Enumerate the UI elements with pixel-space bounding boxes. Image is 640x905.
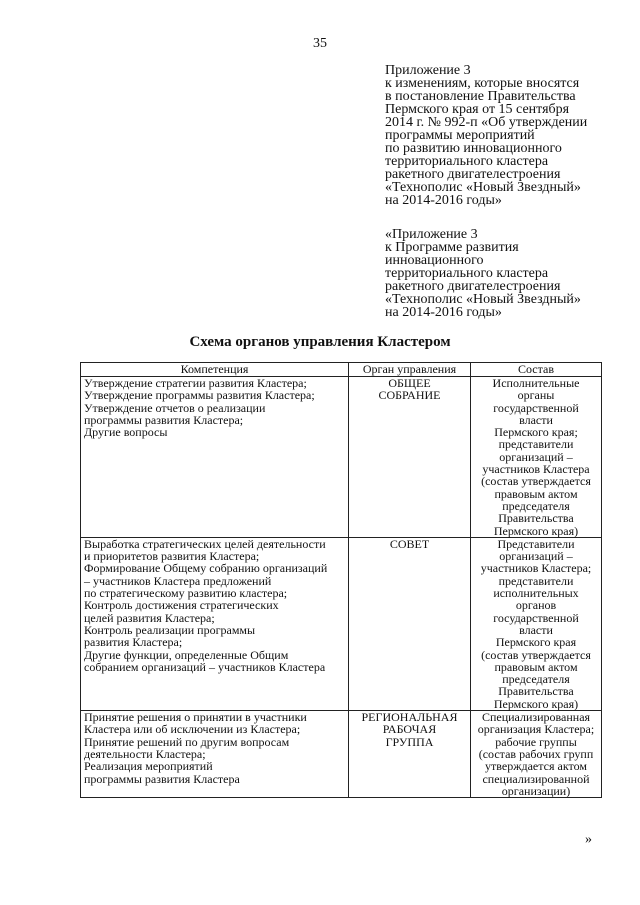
competence-line: деятельности Кластера; xyxy=(84,746,206,761)
competence-line: Контроль реализации программы xyxy=(84,622,256,637)
composition-line: участников Кластера; xyxy=(480,561,592,576)
governing-body-line: ОБЩЕЕ xyxy=(388,376,431,390)
composition-line: органы xyxy=(517,388,555,403)
governing-body-cell xyxy=(349,537,471,710)
composition-line: (состав утверждается xyxy=(481,474,591,489)
appendix-line: на 2014-2016 годы» xyxy=(385,193,502,208)
composition-line: Пермского края) xyxy=(493,523,579,538)
composition-line: специализированной xyxy=(482,771,590,786)
appendix-line: Пермского края от 15 сентября xyxy=(385,102,570,117)
composition-line: Представители xyxy=(497,536,575,551)
composition-line: Пермского края xyxy=(495,635,577,650)
closing-quote: » xyxy=(585,832,592,847)
competence-line: Утверждение программы развития Кластера; xyxy=(84,388,315,403)
appendix-line: в постановление Правительства xyxy=(385,89,576,104)
scheme-title: Схема органов управления Кластером xyxy=(189,334,451,350)
composition-line: власти xyxy=(519,412,553,427)
competence-line: Кластера или об исключении из Кластера; xyxy=(84,722,301,737)
competence-line: Контроль достижения стратегических xyxy=(84,598,279,613)
governing-body-cell xyxy=(349,711,471,798)
competence-line: по стратегическому развитию кластера; xyxy=(84,586,288,601)
competence-line: и приоритетов развития Кластера; xyxy=(84,549,260,564)
appendix-line: ракетного двигателестроения xyxy=(385,279,561,294)
competence-line: Формирование Общему собранию организаций xyxy=(84,561,328,576)
composition-line: представители xyxy=(498,437,574,452)
competence-cell xyxy=(81,711,349,798)
competence-line: программы развития Кластера xyxy=(84,771,240,786)
competence-line: Реализация мероприятий xyxy=(84,759,213,774)
competence-line: – участников Кластера предложений xyxy=(84,573,272,588)
composition-line: организаций – xyxy=(499,549,573,564)
composition-cell xyxy=(471,537,602,710)
composition-line: органов xyxy=(515,598,557,613)
competence-line: Другие вопросы xyxy=(84,425,168,440)
header-composition: Состав xyxy=(471,363,602,377)
governing-body-line: СОБРАНИЕ xyxy=(378,388,441,403)
competence-line: Принятие решения о принятии в участники xyxy=(84,710,307,725)
governing-body-line: СОВЕТ xyxy=(389,536,430,551)
page-number: 35 xyxy=(313,36,327,51)
appendix-heading-top xyxy=(385,64,615,207)
composition-line: правовым актом xyxy=(494,486,578,501)
composition-line: исполнительных xyxy=(493,586,579,601)
appendix-line: «Технополис «Новый Звездный» xyxy=(385,180,581,195)
governing-body-line: РАБОЧАЯ xyxy=(382,722,437,737)
appendix-line: программы мероприятий xyxy=(385,128,535,143)
competence-line: Утверждение отчетов о реализации xyxy=(84,400,266,415)
governing-body-line: ГРУППА xyxy=(385,734,434,749)
composition-line: Правительства xyxy=(498,511,574,526)
composition-line: Правительства xyxy=(498,684,574,699)
composition-cell xyxy=(471,377,602,538)
header-governing-body: Орган управления xyxy=(349,363,471,377)
composition-line: утверждается актом xyxy=(485,759,587,774)
composition-line: организация Кластера; xyxy=(477,722,595,737)
appendix-line: на 2014-2016 годы» xyxy=(385,305,502,320)
composition-line: организаций – xyxy=(499,449,573,464)
composition-line: Исполнительные xyxy=(492,376,580,390)
table-row xyxy=(81,377,602,538)
competence-line: Утверждение стратегии развития Кластера; xyxy=(84,376,307,390)
composition-line: Пермского края; xyxy=(494,425,578,440)
composition-line: государственной xyxy=(493,400,579,415)
competence-line: Принятие решений по другим вопросам xyxy=(84,734,290,749)
competence-line: программы развития Кластера; xyxy=(84,412,244,427)
competence-line: собранием организаций – участников Кластера xyxy=(84,659,326,674)
appendix-line: территориального кластера xyxy=(385,154,549,169)
table-row xyxy=(81,537,602,710)
appendix-line: ракетного двигателестроения xyxy=(385,167,561,182)
appendix-line: «Приложение 3 xyxy=(385,227,478,242)
composition-line: (состав рабочих групп xyxy=(478,746,594,761)
competence-line: Другие функции, определенные Общим xyxy=(84,647,289,662)
competence-cell xyxy=(81,377,349,538)
competence-line: целей развития Кластера; xyxy=(84,610,215,625)
composition-line: государственной xyxy=(493,610,579,625)
appendix-line: к изменениям, которые вносятся xyxy=(385,76,580,91)
governing-body-cell xyxy=(349,377,471,538)
appendix-line: «Технополис «Новый Звездный» xyxy=(385,292,581,307)
composition-line: Пермского края) xyxy=(493,696,579,711)
header-competence: Компетенция xyxy=(81,363,349,377)
composition-cell xyxy=(471,711,602,798)
table-header-row xyxy=(81,363,602,377)
governing-body-line: РЕГИОНАЛЬНАЯ xyxy=(361,710,458,725)
composition-line: организации) xyxy=(501,783,571,798)
appendix-line: территориального кластера xyxy=(385,266,549,281)
composition-line: участников Кластера xyxy=(482,462,590,477)
composition-line: правовым актом xyxy=(494,659,578,674)
competence-line: Выработка стратегических целей деятельности xyxy=(84,536,326,551)
appendix-line: инновационного xyxy=(385,253,484,268)
appendix-line: по развитию инновационного xyxy=(385,141,562,156)
composition-line: представители xyxy=(498,573,574,588)
table-row xyxy=(81,711,602,798)
composition-line: председателя xyxy=(502,498,570,513)
composition-line: (состав утверждается xyxy=(481,647,591,662)
appendix-heading-program xyxy=(385,228,615,319)
appendix-line: к Программе развития xyxy=(385,240,519,255)
composition-line: рабочие группы xyxy=(495,734,577,749)
appendix-line: 2014 г. № 992-п «Об утверждении xyxy=(385,115,588,130)
composition-line: Специализированная xyxy=(481,710,591,725)
competence-cell xyxy=(81,537,349,710)
competence-line: развития Кластера; xyxy=(84,635,183,650)
appendix-line: Приложение 3 xyxy=(385,63,471,78)
management-scheme-table xyxy=(80,362,602,798)
composition-line: власти xyxy=(519,622,553,637)
composition-line: председателя xyxy=(502,672,570,687)
